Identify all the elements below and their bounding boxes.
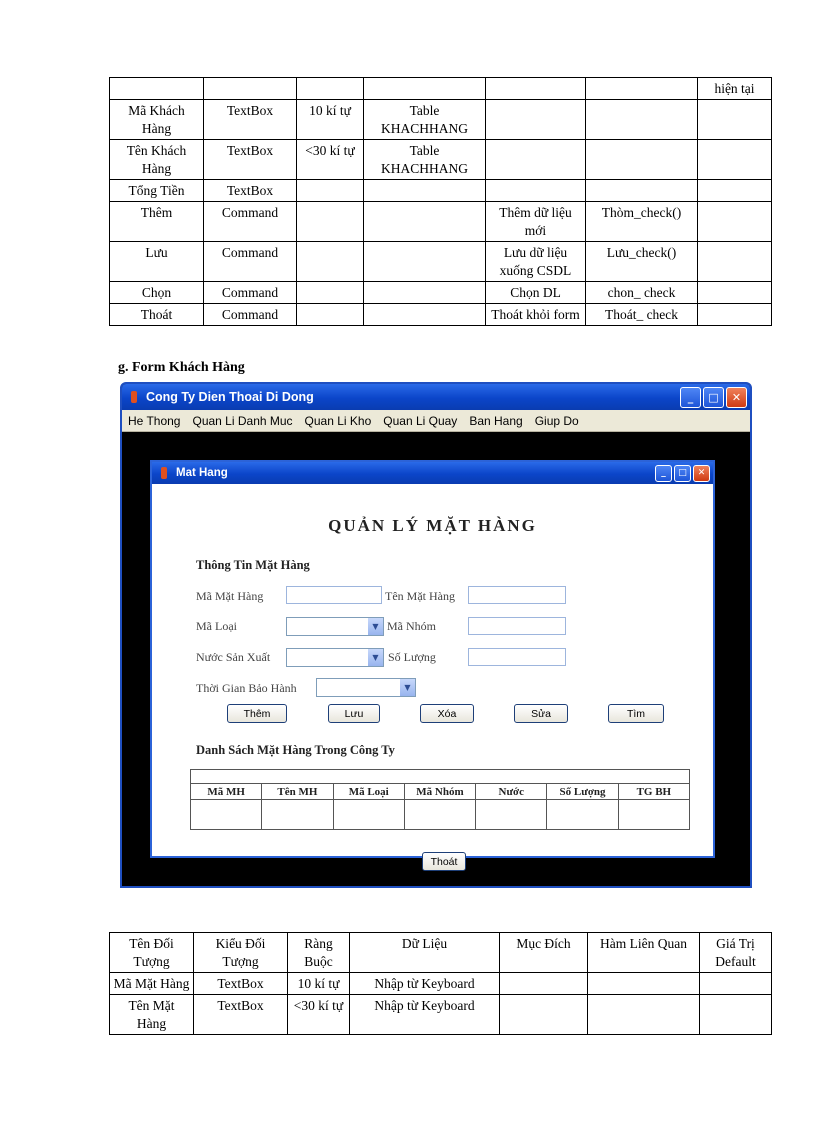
top-table-cell: [364, 242, 486, 282]
grid-cell[interactable]: [333, 800, 404, 830]
top-table-cell: [364, 202, 486, 242]
top-table-row: [110, 140, 772, 180]
top-table-cell: [204, 78, 297, 100]
top-table-cell: [486, 100, 586, 140]
app-title: Cong Ty Dien Thoai Di Dong: [146, 390, 314, 404]
bottom-table-cell: Dữ Liệu: [350, 933, 500, 973]
menu-bar: [122, 410, 750, 432]
bottom-table-cell: Ràng Buộc: [288, 933, 350, 973]
top-table-cell: Tổng Tiền: [110, 180, 204, 202]
top-table-cell: hiện tại: [698, 78, 772, 100]
grid-column-header[interactable]: Mã Nhóm: [404, 784, 475, 800]
luu-button[interactable]: Lưu: [328, 704, 380, 723]
bottom-table-cell: Tên Đối Tượng: [110, 933, 194, 973]
top-table-cell: Thêm: [110, 202, 204, 242]
inner-minimize-button[interactable]: _: [655, 465, 672, 482]
top-table-cell: Command: [204, 304, 297, 326]
top-table-cell: [486, 140, 586, 180]
ten-mat-hang-input[interactable]: [468, 586, 566, 604]
menu-quan-li-kho[interactable]: Quan Li Kho: [304, 413, 372, 428]
top-table-row: [110, 78, 772, 100]
top-table-cell: [698, 202, 772, 242]
top-table-cell: [297, 304, 364, 326]
top-table-cell: [586, 180, 698, 202]
bottom-table-cell: Kiểu Đối Tượng: [194, 933, 288, 973]
sua-button[interactable]: Sửa: [514, 704, 568, 723]
top-table-row: [110, 282, 772, 304]
grid-cell[interactable]: [547, 800, 618, 830]
grid-cell[interactable]: [404, 800, 475, 830]
top-table-cell: Thoát: [110, 304, 204, 326]
group-title-info: Thông Tin Mặt Hàng: [196, 558, 310, 572]
grid-column-header[interactable]: Tên MH: [262, 784, 333, 800]
xoa-button[interactable]: Xóa: [420, 704, 474, 723]
bottom-table-cell: Giá Trị Default: [700, 933, 772, 973]
top-table-cell: [364, 282, 486, 304]
bottom-table-cell: 10 kí tự: [288, 973, 350, 995]
inner-phone-icon: [158, 467, 170, 479]
top-table-row: [110, 304, 772, 326]
mat-hang-window: [150, 460, 715, 868]
top-table-cell: [297, 202, 364, 242]
group-title-list: Danh Sách Mặt Hàng Trong Công Ty: [196, 743, 395, 757]
object-spec-table-top: [109, 77, 772, 326]
bottom-table-cell: TextBox: [194, 973, 288, 995]
app-title-bar: [122, 384, 750, 410]
bottom-table-cell: [588, 995, 700, 1035]
top-table-cell: Command: [204, 202, 297, 242]
chevron-down-icon: ▼: [368, 618, 383, 635]
bottom-table-row: [110, 973, 772, 995]
menu-giup-do[interactable]: Giup Do: [534, 413, 579, 428]
bottom-table-cell: Tên Mặt Hàng: [110, 995, 194, 1035]
bottom-table-cell: Nhập từ Keyboard: [350, 995, 500, 1035]
grid-cell[interactable]: [476, 800, 547, 830]
bottom-table-cell: [500, 973, 588, 995]
top-table-cell: [586, 140, 698, 180]
ma-loai-select[interactable]: [286, 617, 384, 636]
form-area: [152, 484, 713, 868]
section-heading: g. Form Khách Hàng: [118, 360, 245, 375]
grid-column-header[interactable]: Mã Loại: [333, 784, 404, 800]
top-table-cell: Thêm dữ liệu mới: [486, 202, 586, 242]
bottom-table-cell: [500, 995, 588, 1035]
top-table-cell: [698, 140, 772, 180]
bottom-table-row: [110, 995, 772, 1035]
top-table-cell: Lưu: [110, 242, 204, 282]
top-table-cell: [698, 100, 772, 140]
bottom-table-cell: Mã Mặt Hàng: [110, 973, 194, 995]
grid-top-row: [191, 770, 690, 784]
grid-column-header[interactable]: Mã MH: [191, 784, 262, 800]
grid-cell[interactable]: [618, 800, 689, 830]
app-window: [120, 382, 752, 888]
bottom-table-cell: Hàm Liên Quan: [588, 933, 700, 973]
nuoc-san-xuat-select[interactable]: [286, 648, 384, 667]
top-table-cell: [698, 282, 772, 304]
inner-maximize-button[interactable]: □: [674, 465, 691, 482]
label-ma-loai: Mã Loại: [196, 619, 237, 633]
chevron-down-icon: ▼: [368, 649, 383, 666]
inner-title-bar: [152, 462, 713, 484]
menu-quan-li-quay[interactable]: Quan Li Quay: [383, 413, 458, 428]
bottom-table-cell: TextBox: [194, 995, 288, 1035]
menu-quan-li-danh-muc[interactable]: Quan Li Danh Muc: [192, 413, 293, 428]
menu-he-thong[interactable]: He Thong: [128, 413, 181, 428]
top-table-cell: Lưu dữ liệu xuống CSDL: [486, 242, 586, 282]
top-table-cell: [698, 304, 772, 326]
top-table-cell: [297, 242, 364, 282]
minimize-button[interactable]: _: [680, 387, 701, 408]
ma-nhom-input[interactable]: [468, 617, 566, 635]
top-table-row: [110, 242, 772, 282]
close-button[interactable]: ✕: [726, 387, 747, 408]
app-phone-icon: [128, 391, 140, 403]
grid-cell[interactable]: [262, 800, 333, 830]
top-table-cell: Lưu_check(): [586, 242, 698, 282]
them-button[interactable]: Thêm: [227, 704, 287, 723]
label-ten-mat-hang: Tên Mặt Hàng: [385, 589, 455, 603]
top-table-row: [110, 202, 772, 242]
bottom-table-cell: Nhập từ Keyboard: [350, 973, 500, 995]
top-table-cell: Thoát khỏi form: [486, 304, 586, 326]
label-thoi-gian-bao-hanh: Thời Gian Bảo Hành: [196, 681, 297, 695]
top-table-cell: [586, 78, 698, 100]
chevron-down-icon: ▼: [400, 679, 415, 696]
label-ma-mat-hang: Mã Mặt Hàng: [196, 589, 264, 603]
top-table-cell: Command: [204, 282, 297, 304]
top-table-cell: [364, 180, 486, 202]
inner-close-button[interactable]: ✕: [693, 465, 710, 482]
top-table-cell: Command: [204, 242, 297, 282]
top-table-cell: Thòm_check(): [586, 202, 698, 242]
top-table-cell: [698, 242, 772, 282]
form-title: QUẢN LÝ MẶT HÀNG: [328, 516, 537, 535]
bottom-table-cell: [588, 973, 700, 995]
label-nuoc-san-xuat: Nước Sản Xuất: [196, 650, 271, 664]
label-ma-nhom: Mã Nhóm: [387, 619, 436, 633]
object-spec-table-bottom: [109, 932, 772, 1035]
bottom-table-cell: [700, 973, 772, 995]
top-table-cell: [486, 78, 586, 100]
top-table-cell: [698, 180, 772, 202]
top-table-cell: TextBox: [204, 140, 297, 180]
maximize-button[interactable]: □: [703, 387, 724, 408]
top-table-cell: [110, 78, 204, 100]
bottom-table-cell: [700, 995, 772, 1035]
top-table-cell: Tên Khách Hàng: [110, 140, 204, 180]
top-table-row: [110, 100, 772, 140]
tim-button[interactable]: Tìm: [608, 704, 664, 723]
label-so-luong: Số Lượng: [388, 650, 436, 664]
grid-cell[interactable]: [191, 800, 262, 830]
top-table-cell: [364, 304, 486, 326]
thoi-gian-bao-hanh-select[interactable]: [316, 678, 416, 697]
inner-title: Mat Hang: [176, 467, 228, 479]
bottom-table-cell: Mục Đích: [500, 933, 588, 973]
top-table-cell: [486, 180, 586, 202]
top-table-cell: [297, 180, 364, 202]
top-table-cell: Chọn: [110, 282, 204, 304]
top-table-cell: [364, 78, 486, 100]
top-table-cell: [297, 282, 364, 304]
top-table-cell: TextBox: [204, 100, 297, 140]
top-table-row: [110, 180, 772, 202]
top-table-cell: Thoát_ check: [586, 304, 698, 326]
top-table-cell: Table KHACHHANG: [364, 140, 486, 180]
top-table-cell: <30 kí tự: [297, 140, 364, 180]
grid-column-header[interactable]: TG BH: [618, 784, 689, 800]
top-table-cell: 10 kí tự: [297, 100, 364, 140]
top-table-cell: [297, 78, 364, 100]
so-luong-input[interactable]: [468, 648, 566, 666]
top-table-cell: Chọn DL: [486, 282, 586, 304]
top-table-cell: [586, 100, 698, 140]
bottom-table-row: [110, 933, 772, 973]
top-table-cell: Mã Khách Hàng: [110, 100, 204, 140]
menu-ban-hang[interactable]: Ban Hang: [469, 413, 523, 428]
top-table-cell: TextBox: [204, 180, 297, 202]
ma-mat-hang-input[interactable]: [286, 586, 382, 604]
grid-column-header[interactable]: Số Lượng: [547, 784, 618, 800]
mat-hang-grid[interactable]: [190, 769, 690, 830]
bottom-table-cell: <30 kí tự: [288, 995, 350, 1035]
top-table-cell: chon_ check: [586, 282, 698, 304]
thoat-button[interactable]: Thoát: [422, 852, 466, 871]
grid-column-header[interactable]: Nước: [476, 784, 547, 800]
top-table-cell: Table KHACHHANG: [364, 100, 486, 140]
